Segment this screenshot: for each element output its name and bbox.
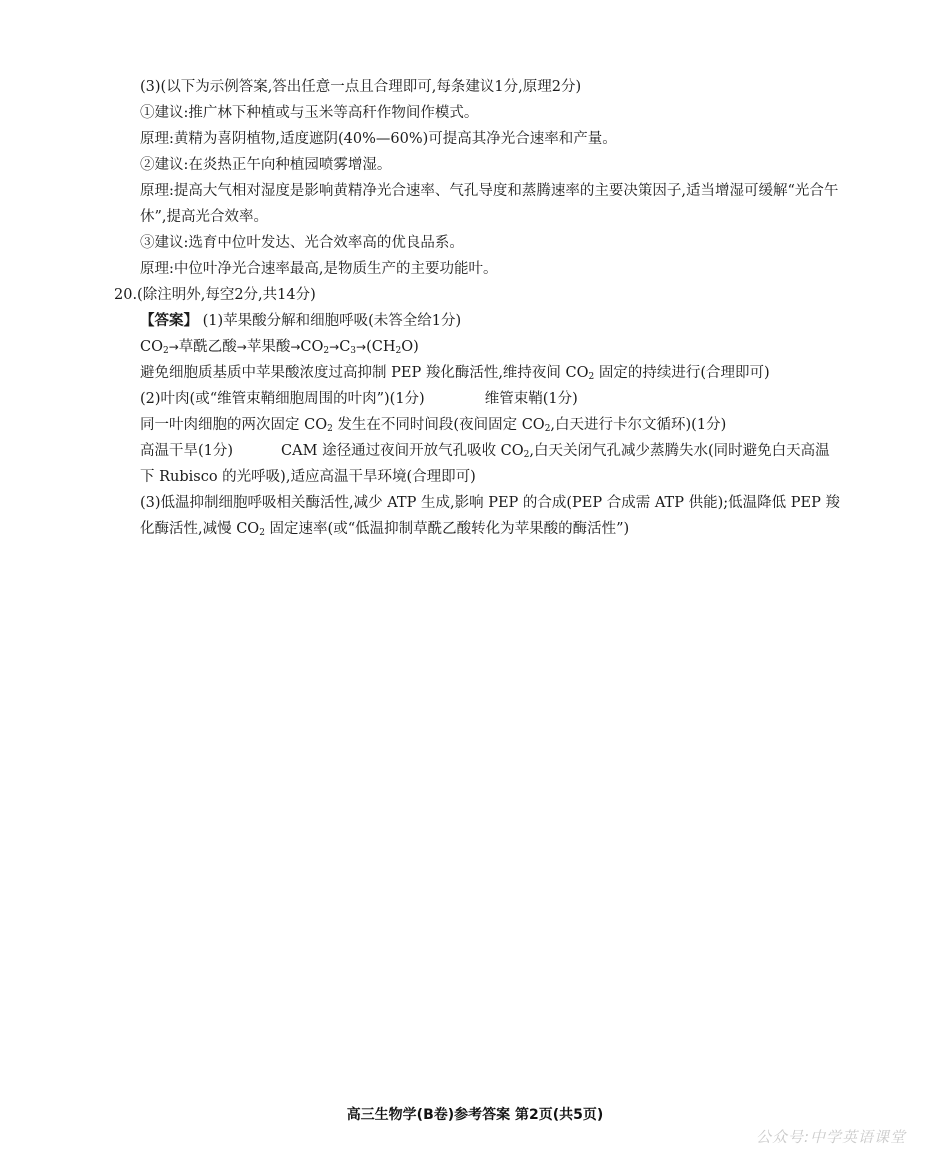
answer-content [114,74,840,542]
principle-2: 原理:提高大气相对湿度是影响黄精净光合速率、气孔导度和蒸腾速率的主要决策因子,适当增湿可缓解“光合午休”,提高光合效率。 [140,183,839,225]
part-1-text: (1)苹果酸分解和细胞呼吸(未答全给1分) [202,313,462,329]
arrow-icon: → [168,340,179,354]
part-1-reason: 避免细胞质基质中苹果酸浓度过高抑制 PEP 羧化酶活性,维持夜间 $CO_2$ 固定的持续进行(合理即可) [140,365,770,382]
suggestion-3: ③建议:选育中位叶发达、光合效率高的优良品系。 [140,235,464,251]
answer-part-3: (3)低温抑制细胞呼吸相关酶活性,减少 ATP 生成,影响 PEP 的合成(PEP 合成需 ATP 供能);低温降低 PEP 羧化酶活性,减慢 $CO_2$ 固定速率(或“低温抑制草酰乙酸转化为苹果酸的酶活性”) [140,495,840,538]
watermark: 公众号:中学英语课堂 [755,1128,906,1146]
page-footer: 高三生物学(B卷)参考答案 第2页(共5页) [346,1107,604,1123]
arrow-icon: → [356,340,367,354]
co2-pathway-chain: $CO_2\to$草酰乙酸→苹果酸$\to CO_2\to C_3\to(CH_2O)$ [140,339,419,356]
arrow-icon: → [290,340,301,354]
q3-header: (3)(以下为示例答案,答出任意一点且合理即可,每条建议1分,原理2分) [140,79,582,95]
principle-3: 原理:中位叶净光合速率最高,是物质生产的主要功能叶。 [140,261,498,277]
answer-tag: 【答案】 [140,312,198,329]
part-2-line-2: 同一叶肉细胞的两次固定 $CO_2$ 发生在不同时间段(夜间固定 $CO_2$,白天进行卡尔文循环)(1分) [140,417,727,434]
arrow-icon: → [329,340,340,354]
part-2-line-3: 高温干旱(1分) CAM 途径通过夜间开放气孔吸收 $CO_2$,白天关闭气孔减少蒸腾失水(同时避免白天高温下 Rubisco 的光呼吸),适应高温干旱环境(合理即可) [140,443,830,485]
suggestion-1: ①建议:推广林下种植或与玉米等高秆作物间作模式。 [140,105,479,121]
answer-part-2: (2)叶肉(或“维管束鞘细胞周围的叶肉”)(1分) 维管束鞘(1分) [140,391,578,407]
arrow-icon: → [236,340,247,354]
question-20-header: 20.(除注明外,每空2分,共14分) [114,287,316,303]
answer-part-1 [140,308,840,334]
suggestion-2: ②建议:在炎热正午向种植园喷雾增湿。 [140,157,392,173]
principle-1: 原理:黄精为喜阴植物,适度遮阴(40%—60%)可提高其净光合速率和产量。 [140,131,617,147]
